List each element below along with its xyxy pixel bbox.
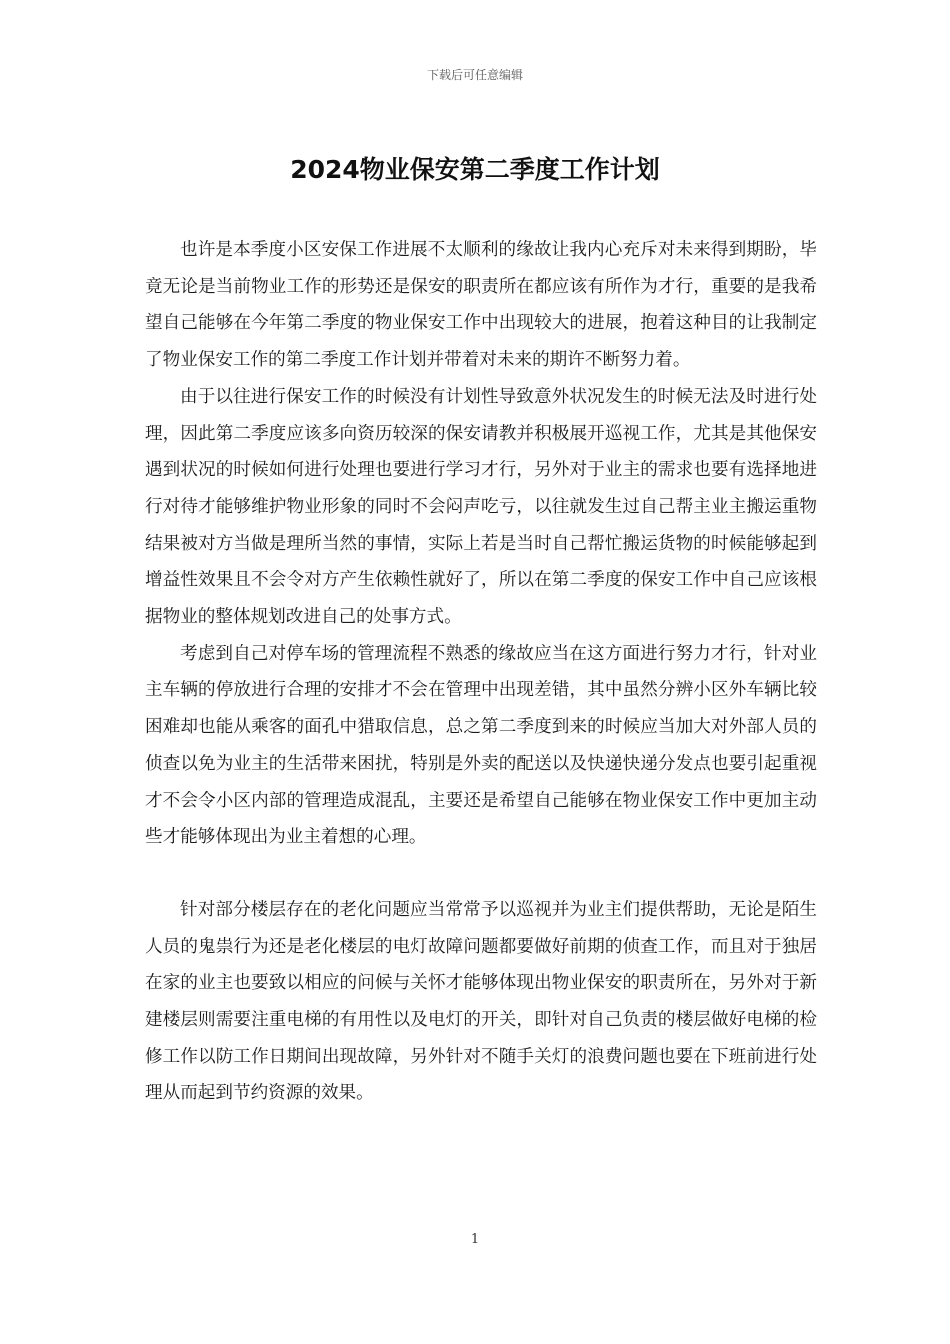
document-title: 2024物业保安第二季度工作计划 [290,155,660,184]
paragraph-3: 考虑到自己对停车场的管理流程不熟悉的缘故应当在这方面进行努力才行，针对业主车辆的停放进行合理的安排才不会在管理中出现差错，其中虽然分辨小区外车辆比较困难却也能从乘客的面孔中猎取信息，总之第二季度到来的时候应当加大对外部人员的侦查以免为业主的生活带来困扰，特别是外卖的配送以及快递快递分发点也要引起重视才不会令小区内部的管理造成混乱，主要还是希望自己能够在物业保安工作中更加主动些才能够体现出为业主着想的心理。 [145,643,817,848]
paragraph-1: 也许是本季度小区安保工作进展不太顺利的缘故让我内心充斥对未来得到期盼，毕竟无论是当前物业工作的形势还是保安的职责所在都应该有所作为才行，重要的是我希望自己能够在今年第二季度的物业保安工作中出现较大的进展，抱着这种目的让我制定了物业保安工作的第二季度工作计划并带着对未来的期许不断努力着。 [145,240,817,371]
document-body [145,232,817,1112]
page-number: 1 [470,1232,480,1247]
header-note: 下载后可任意编辑 [426,68,523,82]
paragraph-4: 针对部分楼层存在的老化问题应当常常予以巡视并为业主们提供帮助，无论是陌生人员的鬼祟行为还是老化楼层的电灯故障问题都要做好前期的侦查工作，而且对于独居在家的业主也要致以相应的问候与关怀才能够体现出物业保安的职责所在，另外对于新建楼层则需要注重电梯的有用性以及电灯的开关，即针对自己负责的楼层做好电梯的检修工作以防工作日期间出现故障，另外针对不随手关灯的浪费问题也要在下班前进行处理从而起到节约资源的效果。 [145,899,817,1104]
paragraph-2: 由于以往进行保安工作的时候没有计划性导致意外状况发生的时候无法及时进行处理，因此第二季度应该多向资历较深的保安请教并积极展开巡视工作，尤其是其他保安遇到状况的时候如何进行处理也要进行学习才行，另外对于业主的需求也要有选择地进行对待才能够维护物业形象的同时不会闷声吃亏，以往就发生过自己帮主业主搬运重物结果被对方当做是理所当然的事情，实际上若是当时自己帮忙搬运货物的时候能够起到增益性效果且不会令对方产生依赖性就好了，所以在第二季度的保安工作中自己应该根据物业的整体规划改进自己的处事方式。 [145,386,817,628]
